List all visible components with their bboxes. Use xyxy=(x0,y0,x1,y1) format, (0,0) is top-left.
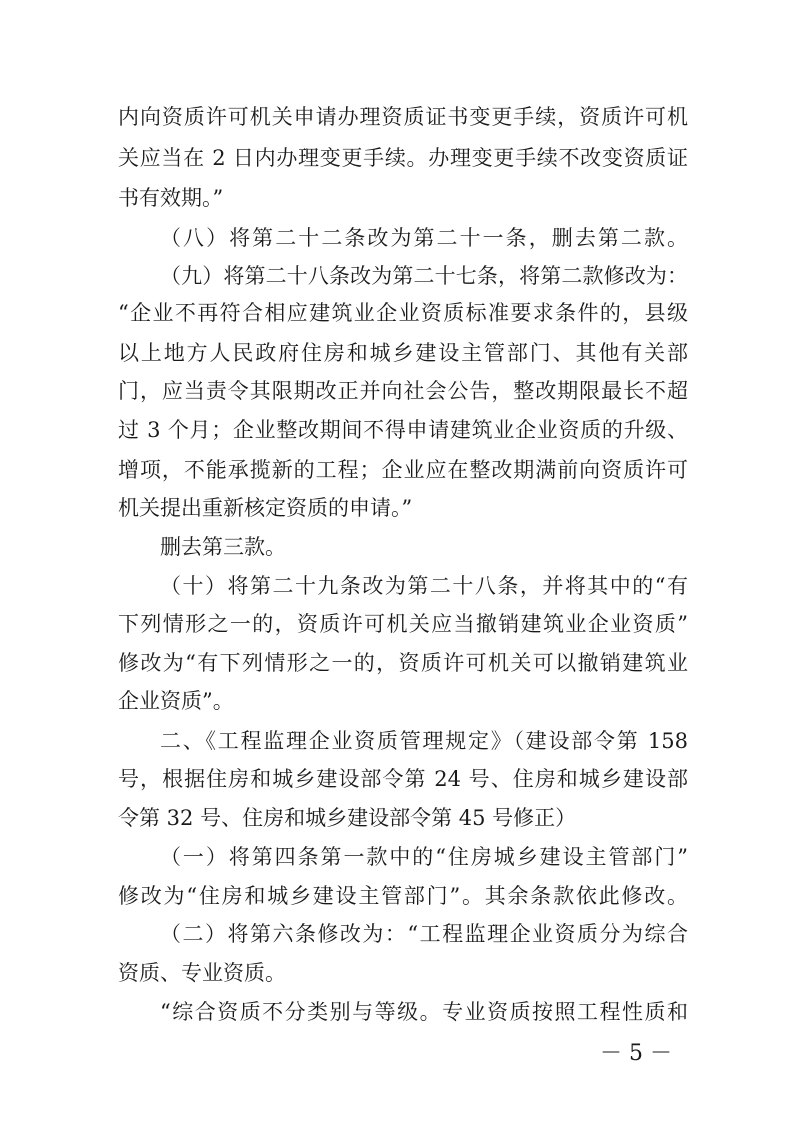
paragraph-start: （九）将第二十八条改为第二十七条，将第二款修改为： xyxy=(160,264,688,288)
paragraph-start: 删去第三款。 xyxy=(160,535,286,559)
paragraph-start: “综合资质不分类别与等级。专业资质按照工程性质和 xyxy=(160,1000,688,1024)
text-line: 机关提出重新核定资质的申请。” xyxy=(118,496,413,520)
paragraph-start: （八）将第二十二条改为第二十一条，删去第二款。 xyxy=(160,226,688,250)
paragraph-start: （一）将第四条第一款中的“住房城乡建设主管部门” xyxy=(160,845,688,869)
text-line: 书有效期。” xyxy=(118,186,224,210)
text-line: 关应当在 2 日内办理变更手续。办理变更手续不改变资质证 xyxy=(118,146,688,170)
paragraph-start: 二、《工程监理企业资质管理规定》（建设部令第 158 xyxy=(160,729,688,753)
text-line: 令第 32 号、住房和城乡建设部令第 45 号修正） xyxy=(118,806,577,830)
text-line: 修改为“住房和城乡建设主管部门”。其余条款依此修改。 xyxy=(118,884,688,908)
text-line: “企业不再符合相应建筑业企业资质标准要求条件的，县级 xyxy=(118,301,688,325)
text-line: 门，应当责令其限期改正并向社会公告，整改期限最长不超 xyxy=(118,379,688,403)
paragraph-start: （二）将第六条修改为：“工程监理企业资质分为综合 xyxy=(160,922,688,946)
text-line: 资质、专业资质。 xyxy=(118,961,286,985)
text-line: 企业资质”。 xyxy=(118,689,234,713)
text-line: 修改为“有下列情形之一的，资质许可机关可以撤销建筑业 xyxy=(118,651,688,675)
text-line: 以上地方人民政府住房和城乡建设主管部门、其他有关部 xyxy=(118,341,688,365)
text-line: 增项，不能承揽新的工程；企业应在整改期满前向资质许可 xyxy=(118,458,688,482)
text-line: 过 3 个月；企业整改期间不得申请建筑业企业资质的升级、 xyxy=(118,418,688,442)
page-number: － 5 － xyxy=(600,1041,672,1066)
text-line: 下列情形之一的，资质许可机关应当撤销建筑业企业资质” xyxy=(118,612,688,636)
text-line: 号，根据住房和城乡建设部令第 24 号、住房和城乡建设部 xyxy=(118,767,688,791)
paragraph-start: （十）将第二十九条改为第二十八条，并将其中的“有 xyxy=(160,574,688,598)
text-line: 内向资质许可机关申请办理资质证书变更手续，资质许可机 xyxy=(118,105,688,129)
